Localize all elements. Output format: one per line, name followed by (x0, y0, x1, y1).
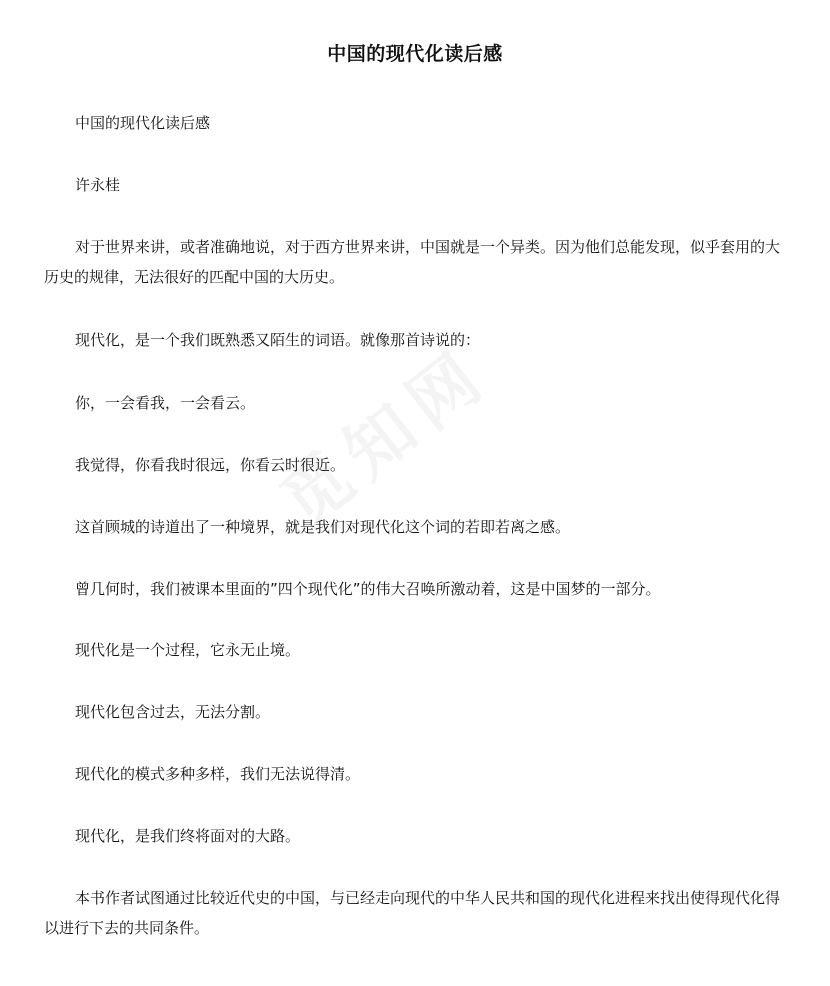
paragraph: 这首顾城的诗道出了一种境界，就是我们对现代化这个词的若即若离之感。 (75, 518, 571, 536)
paragraph-author: 许永桂 (75, 176, 121, 194)
paragraph-heading: 中国的现代化读后感 (75, 114, 211, 132)
paragraph: 我觉得，你看我时很远，你看云时很近。 (75, 456, 346, 474)
paragraph: 对于世界来讲，或者准确地说，对于西方世界来讲，中国就是一个异类。因为他们总能发现，似乎套用的大历史的规律，无法很好的匹配中国的大历史。 (44, 238, 781, 286)
paragraph: 你，一会看我，一会看云。 (75, 394, 256, 412)
paragraph: 现代化包含过去，无法分割。 (75, 703, 271, 721)
paragraph: 现代化的模式多种多样，我们无法说得清。 (75, 765, 361, 783)
document-title: 中国的现代化读后感 (327, 43, 503, 65)
paragraph: 曾几何时，我们被课本里面的”四个现代化”的伟大召唤所激动着，这是中国梦的一部分。 (75, 580, 661, 598)
paragraph: 本书作者试图通过比较近代史的中国，与已经走向现代的中华人民共和国的现代化进程来找出使得现代化得以进行下去的共同条件。 (44, 889, 781, 937)
paragraph: 现代化，是一个我们既熟悉又陌生的词语。就像那首诗说的： (75, 331, 481, 349)
paragraph: 现代化是一个过程，它永无止境。 (75, 641, 301, 659)
paragraph: 现代化，是我们终将面对的大路。 (75, 827, 301, 845)
